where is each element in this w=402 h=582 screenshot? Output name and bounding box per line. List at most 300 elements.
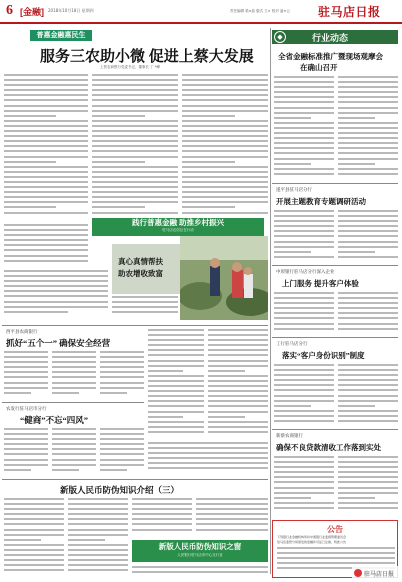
body-text-line	[132, 503, 192, 505]
body-text-line	[4, 186, 88, 188]
banner-1-title: 践行普惠金融 助推乡村振兴	[131, 218, 225, 227]
header-rule	[0, 22, 402, 24]
body-text-line	[4, 191, 88, 193]
body-text-line	[148, 334, 204, 336]
body-text-line	[4, 464, 48, 466]
divider	[272, 337, 398, 338]
body-text-line	[4, 171, 88, 173]
body-text-line	[338, 132, 398, 134]
divider	[2, 479, 268, 480]
body-text-line	[182, 145, 268, 147]
body-text-line	[148, 411, 204, 413]
body-text-line	[52, 448, 96, 450]
page-number: 6	[6, 3, 13, 18]
body-text-line	[208, 431, 268, 433]
body-text-line	[182, 150, 268, 152]
body-text-line	[274, 395, 334, 397]
body-text-line	[148, 360, 204, 362]
banner-2-subtitle: 人民银行驻马店市中心支行宣	[177, 553, 223, 557]
body-text-line	[208, 426, 268, 428]
body-text-line	[274, 230, 334, 232]
body-text-line	[274, 466, 334, 468]
body-text-line	[100, 433, 144, 435]
body-text-line	[274, 81, 334, 83]
body-text-line	[338, 492, 398, 494]
body-text-line	[338, 220, 398, 222]
body-text-line	[132, 523, 192, 525]
body-text-line	[208, 400, 268, 402]
body-text-line	[148, 431, 204, 433]
body-text-line	[182, 176, 268, 178]
body-text-line	[4, 260, 88, 262]
mid-left-col-2	[52, 351, 96, 399]
body-text-line	[338, 210, 398, 212]
mid-left-col-1	[4, 351, 48, 399]
body-text-line	[92, 99, 178, 101]
body-text-line	[100, 361, 144, 363]
body-text-line	[182, 115, 235, 117]
body-text-line	[4, 503, 64, 505]
body-text-line	[52, 356, 96, 358]
body-text-line	[338, 235, 398, 237]
divider	[272, 265, 398, 266]
banner-1-subtitle: 驻马店农信社在行动	[162, 228, 194, 232]
body-text-line	[338, 117, 375, 119]
body-text-line	[92, 120, 178, 122]
body-text-line	[182, 120, 268, 122]
right-story-4-col-1	[274, 364, 334, 426]
body-text-line	[4, 212, 88, 214]
bottom-col-3	[132, 498, 192, 534]
body-text-line	[274, 384, 334, 386]
main-article-col-1	[4, 74, 88, 220]
body-text-line	[148, 329, 204, 331]
body-text-line	[52, 453, 96, 455]
body-text-line	[4, 356, 48, 358]
body-text-line	[92, 125, 178, 127]
body-text-line	[338, 328, 398, 330]
bottom-col-4	[196, 498, 268, 534]
body-text-line	[68, 508, 128, 510]
body-text-line	[274, 364, 334, 366]
body-text-line	[208, 416, 245, 418]
body-text-line	[338, 364, 398, 366]
body-text-line	[4, 110, 88, 112]
body-text-line	[274, 158, 334, 160]
body-text-line	[100, 443, 144, 445]
body-text-line	[52, 387, 96, 389]
body-text-line	[196, 529, 268, 531]
main-article-col-3	[182, 74, 268, 220]
divider	[272, 429, 398, 430]
body-text-line	[196, 513, 268, 515]
body-text-line	[338, 122, 398, 124]
editor-credits: 责任编辑 梁×晶 版式 王× 校对 凌×云	[230, 9, 290, 13]
body-text-line	[92, 74, 178, 76]
body-text-line	[338, 405, 375, 407]
mid-left-col-3	[100, 351, 144, 399]
right-story-5-kicker: 新蔡农商银行	[276, 434, 303, 439]
body-text-line	[100, 351, 144, 353]
body-text-line	[148, 385, 204, 387]
body-text-line	[148, 370, 183, 372]
right-story-5-headline: 确保不良贷款清收工作落到实处	[276, 443, 381, 452]
body-text-line	[274, 420, 334, 422]
body-text-line	[338, 456, 398, 458]
body-text-line	[92, 176, 178, 178]
body-text-line	[4, 382, 48, 384]
body-text-line	[92, 115, 145, 117]
body-text-line	[196, 523, 268, 525]
body-text-line	[274, 369, 334, 371]
body-text-line	[100, 438, 144, 440]
body-text-line	[4, 201, 88, 203]
photo-caption-text	[4, 270, 108, 320]
body-text-line	[208, 421, 268, 423]
body-text-line	[4, 84, 88, 86]
body-text-line	[4, 361, 48, 363]
body-text-line	[92, 156, 178, 158]
body-text-line	[338, 410, 398, 412]
body-text-line	[92, 212, 178, 214]
body-text-line	[4, 255, 88, 257]
body-text-line	[68, 534, 128, 536]
mid-left-headline: 抓好“五个一” 确保安全经营	[6, 338, 111, 348]
body-text-line	[132, 566, 268, 568]
main-byline: 上蔡农商银行党委书记、董事长 丁 *峰	[100, 65, 160, 69]
body-text-line	[338, 246, 398, 248]
body-text-line	[100, 371, 144, 373]
body-text-line	[112, 301, 178, 303]
body-text-line	[182, 206, 235, 208]
body-text-line	[92, 94, 178, 96]
body-text-line	[208, 329, 268, 331]
body-text-line	[68, 513, 128, 515]
body-text-line	[338, 215, 398, 217]
body-text-line	[338, 502, 398, 504]
body-text-line	[148, 400, 204, 402]
body-text-line	[182, 191, 268, 193]
body-text-line	[52, 361, 96, 363]
issue-date: 2018年10月18日 星期四	[48, 8, 94, 13]
body-text-line	[274, 122, 334, 124]
body-text-line	[4, 275, 108, 277]
industry-news-box	[272, 30, 398, 44]
body-text-line	[148, 442, 268, 444]
body-text-line	[100, 464, 144, 466]
body-text-line	[52, 392, 79, 394]
body-text-line	[4, 438, 48, 440]
body-text-line	[274, 246, 334, 248]
section-name: [金融]	[20, 7, 44, 17]
body-text-line	[4, 392, 31, 394]
body-text-line	[52, 428, 96, 430]
watermark-text: 驻马店日报	[364, 571, 395, 578]
right-story-5-col-2	[338, 456, 398, 516]
body-text-line	[182, 79, 268, 81]
body-text-line	[208, 344, 268, 346]
body-text-line	[182, 110, 268, 112]
right-story-5-col-1	[274, 456, 334, 516]
body-text-line	[148, 426, 204, 428]
body-text-line	[182, 166, 268, 168]
body-text-line	[132, 518, 192, 520]
body-text-line	[274, 389, 334, 391]
body-text-line	[4, 564, 64, 566]
body-text-line	[338, 497, 375, 499]
body-text-line	[274, 292, 334, 294]
body-text-line	[4, 539, 41, 541]
body-text-line	[182, 161, 235, 163]
right-story-3-kicker: 中原银行驻马店分行深入企业	[276, 270, 335, 275]
body-text-line	[100, 366, 144, 368]
body-text-line	[338, 307, 398, 309]
body-text-line	[182, 201, 268, 203]
body-text-line	[338, 96, 398, 98]
body-text-line	[4, 270, 108, 272]
mid-col-4	[148, 329, 204, 439]
body-text-line	[274, 456, 334, 458]
body-text-line	[4, 529, 64, 531]
body-text-line	[338, 168, 398, 170]
body-text-line	[4, 140, 88, 142]
body-text-line	[338, 147, 398, 149]
body-text-line	[338, 461, 398, 463]
body-text-line	[338, 137, 398, 139]
body-text-line	[4, 376, 48, 378]
right-story-3-col-1	[274, 292, 334, 334]
body-text-line	[4, 161, 56, 163]
body-text-line	[4, 280, 108, 282]
body-text-line	[274, 173, 334, 175]
banner-inclusive-finance	[92, 218, 264, 236]
body-text-line	[274, 235, 334, 237]
body-text-line	[4, 156, 88, 158]
body-text-line	[92, 79, 178, 81]
body-text-line	[182, 171, 268, 173]
body-text-line	[277, 562, 395, 564]
body-text-line	[132, 508, 192, 510]
body-text-line	[148, 405, 204, 407]
body-text-line	[338, 158, 398, 160]
body-text-line	[208, 360, 268, 362]
body-text-line	[274, 374, 334, 376]
body-text-line	[274, 112, 334, 114]
body-text-line	[182, 94, 268, 96]
mid-left-kicker: 西平县农商银行	[6, 330, 38, 335]
body-text-line	[338, 384, 398, 386]
body-text-line	[112, 306, 178, 308]
body-text-line	[4, 105, 88, 107]
body-text-line	[4, 196, 88, 198]
body-text-line	[4, 351, 48, 353]
body-text-line	[274, 91, 334, 93]
body-text-line	[274, 256, 334, 258]
body-text-line	[182, 181, 268, 183]
body-text-line	[274, 215, 334, 217]
body-text-line	[274, 96, 334, 98]
body-text-line	[338, 395, 398, 397]
body-text-line	[274, 152, 334, 154]
body-text-line	[338, 107, 398, 109]
body-text-line	[338, 230, 398, 232]
right-story-2-col-1	[274, 210, 334, 262]
body-text-line	[4, 285, 108, 287]
body-text-line	[338, 312, 398, 314]
body-text-line	[100, 356, 144, 358]
body-text-line	[4, 234, 88, 236]
body-text-line	[92, 191, 178, 193]
body-text-line	[148, 452, 268, 454]
bottom-col-2	[68, 498, 128, 578]
body-text-line	[338, 297, 398, 299]
body-text-line	[274, 507, 334, 509]
body-text-line	[4, 79, 88, 81]
body-text-line	[4, 306, 108, 308]
banner-currency-knowledge	[132, 540, 268, 562]
photo-1-caption-2: 助农增收致富	[118, 269, 163, 278]
body-text-line	[4, 559, 64, 561]
body-text-line	[338, 374, 398, 376]
body-text-line	[148, 421, 204, 423]
body-text-line	[182, 125, 268, 127]
body-text-line	[100, 469, 127, 471]
body-text-line	[338, 317, 398, 319]
body-text-line	[52, 371, 96, 373]
body-text-line	[4, 290, 108, 292]
body-text-line	[92, 150, 178, 152]
body-text-line	[274, 476, 334, 478]
body-text-line	[4, 166, 88, 168]
body-text-line	[274, 147, 334, 149]
body-text-line	[92, 84, 178, 86]
body-text-line	[338, 292, 398, 294]
notice-line-1: 下列银行业金融机构所持中国银行业监督管理委员会	[277, 535, 347, 539]
body-text-line	[148, 457, 268, 459]
body-text-line	[182, 135, 268, 137]
right-story-2-headline: 开展主题教育专题调研活动	[276, 197, 366, 206]
notice-line-2: 驻马店监管分局颁发的金融许可证已注销，特此公告	[277, 540, 347, 544]
body-text-line	[208, 370, 245, 372]
body-text-line	[52, 366, 96, 368]
body-text-line	[148, 447, 268, 449]
body-text-line	[4, 145, 88, 147]
body-text-line	[92, 161, 145, 163]
body-text-line	[338, 256, 398, 258]
lower-left-col-2	[52, 428, 96, 476]
watermark-logo-icon	[354, 569, 362, 577]
body-text-line	[338, 86, 398, 88]
body-text-line	[4, 443, 48, 445]
body-text-line	[52, 443, 96, 445]
body-text-line	[52, 438, 96, 440]
body-text-line	[100, 382, 144, 384]
body-text-line	[182, 89, 268, 91]
bottom-headline: 新版人民币防伪知识介绍（三）	[60, 485, 180, 495]
body-text-line	[182, 130, 268, 132]
body-text-line	[274, 502, 334, 504]
body-text-line	[4, 176, 88, 178]
body-text-line	[208, 334, 268, 336]
body-text-line	[208, 405, 268, 407]
body-text-line	[4, 115, 56, 117]
body-text-line	[92, 130, 178, 132]
right-story-1-headline-1: 全省金融标准推广暨现场观摩会	[278, 52, 383, 61]
body-text-line	[338, 323, 398, 325]
body-text-line	[52, 433, 96, 435]
body-text-line	[100, 392, 127, 394]
body-text-line	[274, 225, 334, 227]
body-text-line	[68, 523, 128, 525]
body-text-line	[208, 411, 268, 413]
body-text-line	[4, 523, 64, 525]
right-story-1-headline-2: 在确山召开	[300, 63, 338, 72]
right-story-2-col-2	[338, 210, 398, 262]
body-text-line	[4, 249, 88, 251]
body-text-line	[208, 380, 268, 382]
body-text-line	[100, 387, 144, 389]
body-text-line	[92, 140, 178, 142]
body-text-line	[132, 529, 192, 531]
right-story-4-col-2	[338, 364, 398, 426]
body-text-line	[196, 503, 268, 505]
body-text-line	[338, 369, 398, 371]
body-text-line	[274, 312, 334, 314]
body-text-line	[4, 513, 64, 515]
body-text-line	[148, 395, 204, 397]
body-text-line	[338, 507, 398, 509]
body-text-line	[100, 453, 144, 455]
body-text-line	[4, 150, 88, 152]
divider	[2, 325, 268, 326]
body-text-line	[338, 379, 398, 381]
body-text-line	[274, 163, 311, 165]
body-text-line	[274, 132, 334, 134]
body-text-line	[92, 145, 178, 147]
bottom-col-1	[4, 498, 64, 578]
body-text-line	[182, 105, 268, 107]
body-text-line	[52, 459, 96, 461]
divider	[272, 183, 398, 184]
body-text-line	[338, 241, 398, 243]
body-text-line	[274, 168, 334, 170]
body-text-line	[148, 344, 204, 346]
body-text-line	[274, 471, 334, 473]
body-text-line	[132, 498, 192, 500]
body-text-line	[92, 201, 178, 203]
source-watermark	[352, 566, 400, 580]
body-text-line	[274, 492, 334, 494]
body-text-line	[148, 339, 204, 341]
body-text-line	[274, 410, 334, 412]
body-text-line	[338, 152, 398, 154]
body-text-line	[274, 323, 334, 325]
body-text-line	[92, 166, 178, 168]
body-text-line	[4, 94, 88, 96]
body-text-line	[338, 420, 398, 422]
body-text-line	[148, 375, 204, 377]
body-text-line	[4, 229, 88, 231]
body-text-line	[274, 487, 334, 489]
notice-title: 公告	[327, 525, 343, 534]
body-text-line	[182, 196, 268, 198]
body-text-line	[338, 112, 398, 114]
mid-col-continued	[148, 442, 268, 476]
body-text-line	[4, 244, 88, 246]
body-text-line	[208, 385, 268, 387]
body-text-line	[4, 448, 48, 450]
body-text-line	[4, 549, 64, 551]
